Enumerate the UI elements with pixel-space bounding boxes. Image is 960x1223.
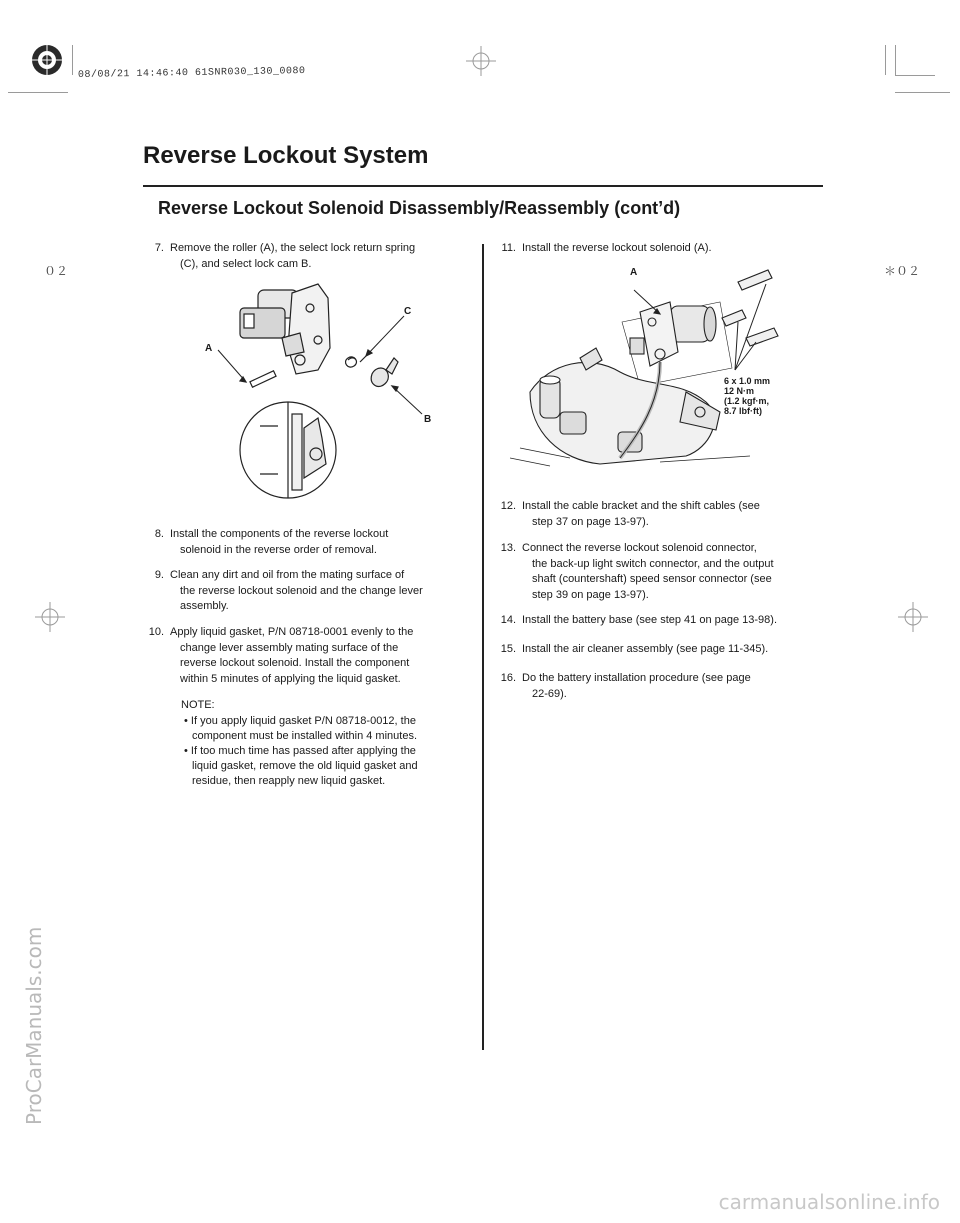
step-number: 13. bbox=[500, 542, 516, 554]
crop-mark bbox=[885, 45, 886, 75]
step-text: reverse lockout solenoid. Install the component bbox=[180, 657, 410, 669]
step-text: Install the air cleaner assembly (see page 11-345). bbox=[522, 643, 769, 655]
step-text: within 5 minutes of applying the liquid gasket. bbox=[180, 672, 401, 685]
crop-mark bbox=[895, 92, 950, 93]
step-13 bbox=[494, 541, 824, 605]
page-title: Reverse Lockout System bbox=[143, 142, 429, 169]
step-12 bbox=[494, 499, 824, 531]
note-bullet-2-cont: residue, then reapply new liquid gasket. bbox=[192, 775, 386, 787]
step-text: Clean any dirt and oil from the mating surface of bbox=[170, 569, 405, 581]
step-text: Install the reverse lockout solenoid (A). bbox=[522, 242, 712, 254]
section-subtitle: Reverse Lockout Solenoid Disassembly/Reassembly (cont’d) bbox=[158, 198, 681, 218]
torque-spec-nm: 12 N·m bbox=[724, 386, 755, 396]
step-10 bbox=[142, 625, 477, 689]
step-14 bbox=[494, 613, 834, 629]
step-number: 7. bbox=[154, 242, 164, 254]
step-8 bbox=[142, 527, 477, 559]
registration-target-top-left bbox=[30, 43, 64, 77]
step-text: step 39 on page 13-97). bbox=[532, 588, 649, 601]
step-text: Install the cable bracket and the shift cables (see bbox=[522, 500, 760, 512]
step-text: solenoid in the reverse order of removal. bbox=[180, 543, 377, 556]
title-rule bbox=[143, 185, 823, 187]
callout-a: A bbox=[205, 343, 213, 354]
torque-spec-kgf: (1.2 kgf·m, bbox=[724, 396, 770, 406]
step-text: Remove the roller (A), the select lock return spring bbox=[170, 242, 416, 254]
step-number: 8. bbox=[154, 528, 164, 540]
step-11 bbox=[494, 241, 824, 257]
callout-b: B bbox=[424, 414, 432, 425]
note-heading: NOTE: bbox=[181, 699, 215, 711]
step-text: the back-up light switch connector, and the output bbox=[532, 557, 774, 570]
footer-link[interactable]: carmanualsonline.info bbox=[718, 1190, 940, 1214]
step-9 bbox=[142, 568, 477, 616]
step-text: assembly. bbox=[180, 600, 229, 612]
side-code-left: ０２ bbox=[44, 265, 69, 279]
step-text: (C), and select lock cam B. bbox=[180, 257, 312, 270]
step-text: Do the battery installation procedure (see page bbox=[522, 672, 751, 684]
crop-mark bbox=[8, 92, 68, 93]
step-15 bbox=[494, 642, 824, 658]
column-divider bbox=[482, 244, 484, 1050]
side-code-right: ＊０２ bbox=[884, 265, 921, 279]
step-text: Apply liquid gasket, P/N 08718-0001 evenly to the bbox=[170, 626, 414, 638]
callout-c: C bbox=[404, 306, 412, 317]
note-bullet-1: • If you apply liquid gasket P/N 08718-0012, the bbox=[184, 715, 416, 727]
figure-solenoid-install bbox=[510, 262, 810, 474]
step-text: Install the battery base (see step 41 on page 13-98). bbox=[522, 614, 777, 626]
crop-mark bbox=[72, 45, 73, 75]
figure-roller-spring-cam bbox=[200, 278, 450, 508]
note-bullet-1-cont: component must be installed within 4 minutes. bbox=[192, 730, 418, 742]
print-timestamp: 08/08/21 14:46:40 61SNR030_130_0080 bbox=[77, 66, 306, 81]
step-number: 10. bbox=[148, 626, 164, 638]
step-number: 11. bbox=[501, 242, 516, 254]
step-7 bbox=[142, 241, 477, 273]
step-text: shaft (countershaft) speed sensor connector (see bbox=[532, 573, 772, 585]
step-text: change lever assembly mating surface of the bbox=[180, 641, 399, 654]
step-number: 16. bbox=[500, 672, 516, 684]
step-number: 12. bbox=[500, 500, 516, 512]
note-bullet-2: • If too much time has passed after applying the bbox=[184, 745, 416, 757]
step-number: 9. bbox=[154, 569, 164, 581]
torque-spec-lbf: 8.7 lbf·ft) bbox=[724, 406, 762, 416]
registration-target-top-center bbox=[466, 46, 496, 76]
step-number: 14. bbox=[500, 614, 516, 626]
torque-spec-size: 6 x 1.0 mm bbox=[724, 376, 771, 386]
registration-target-right bbox=[898, 602, 928, 632]
callout-a: A bbox=[630, 267, 638, 278]
step-16 bbox=[494, 671, 824, 703]
step-text: the reverse lockout solenoid and the change lever bbox=[180, 584, 423, 597]
step-text: Connect the reverse lockout solenoid connector, bbox=[522, 542, 757, 554]
step-text: step 37 on page 13-97). bbox=[532, 515, 649, 528]
note-bullet-2-cont: liquid gasket, remove the old liquid gasket and bbox=[192, 760, 418, 772]
crop-mark bbox=[895, 75, 935, 76]
step-number: 15. bbox=[500, 643, 516, 655]
step-text: Install the components of the reverse lockout bbox=[170, 528, 389, 540]
crop-mark bbox=[895, 45, 896, 75]
step-text: 22-69). bbox=[532, 687, 567, 700]
watermark: ProCarManuals.com bbox=[22, 926, 46, 1125]
registration-target-left bbox=[35, 602, 65, 632]
